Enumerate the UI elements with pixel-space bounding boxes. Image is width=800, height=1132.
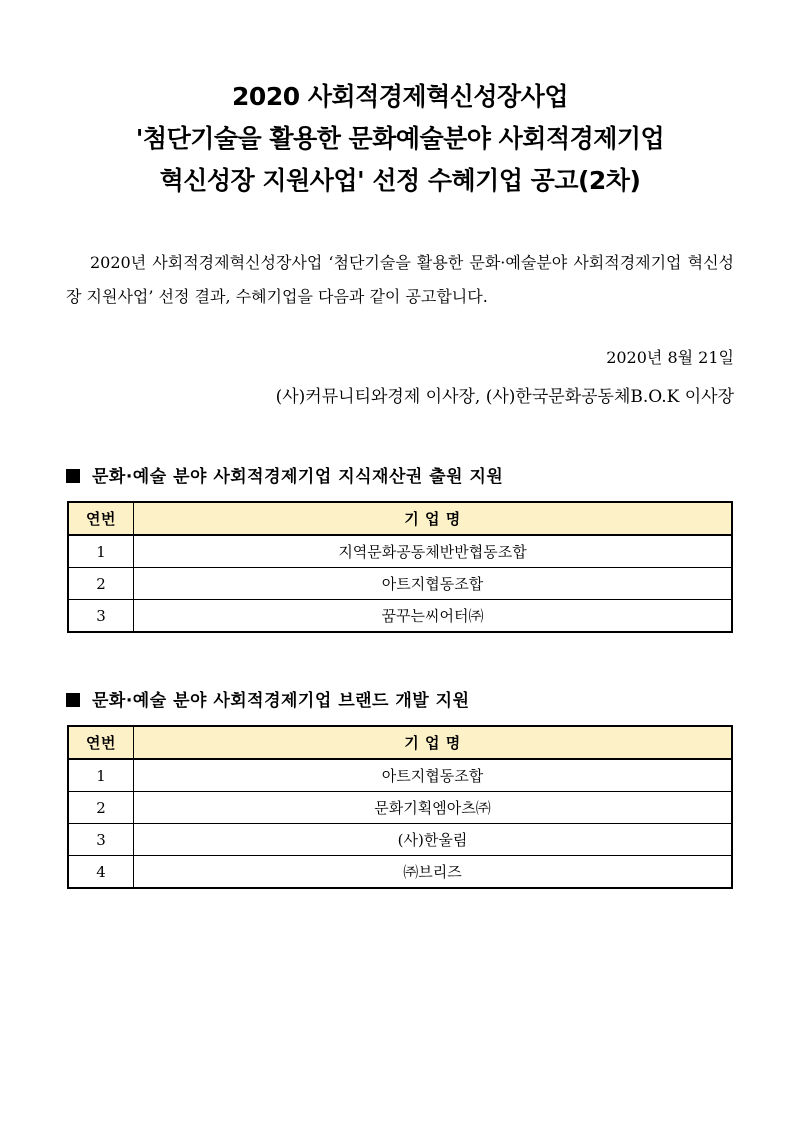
company-name: 아트지협동조합: [134, 759, 733, 792]
title-line-1: 2020 사회적경제혁신성장사업: [232, 82, 568, 111]
row-number: 1: [68, 759, 134, 792]
intro-paragraph: [66, 246, 734, 314]
row-number: 3: [68, 824, 134, 856]
ip-support-table: [67, 501, 733, 633]
row-number: 2: [68, 792, 134, 824]
table-row: [68, 759, 732, 792]
table-row: [68, 535, 732, 568]
company-name: 문화기획엠아츠㈜: [134, 792, 733, 824]
signer-line: (사)커뮤니티와경제 이사장, (사)한국문화공동체B.O.K 이사장: [275, 387, 734, 407]
company-name: 아트지협동조합: [134, 568, 733, 600]
section-heading-text: 문화·예술 분야 사회적경제기업 브랜드 개발 지원: [92, 691, 470, 711]
section-heading-brand: [66, 686, 470, 711]
announcement-date: 2020년 8월 21일: [606, 348, 734, 367]
square-bullet-icon: [66, 469, 80, 483]
row-number: 4: [68, 856, 134, 889]
title-line-2: '첨단기술을 활용한 문화예술분야 사회적경제기업: [135, 124, 665, 153]
table-row: [68, 824, 732, 856]
column-header-no: 연번: [68, 726, 134, 759]
column-header-no: 연번: [68, 502, 134, 535]
document-title: [40, 76, 760, 202]
company-name: (사)한울림: [134, 824, 733, 856]
title-line-3: 혁신성장 지원사업' 선정 수혜기업 공고(2차): [159, 166, 641, 195]
table-row: [68, 600, 732, 633]
table-header-row: [68, 726, 732, 759]
row-number: 2: [68, 568, 134, 600]
square-bullet-icon: [66, 693, 80, 707]
row-number: 1: [68, 535, 134, 568]
table-row: [68, 856, 732, 889]
column-header-company: 기 업 명: [134, 726, 733, 759]
row-number: 3: [68, 600, 134, 633]
section-heading-ip: [66, 462, 503, 487]
table-header-row: [68, 502, 732, 535]
company-name: 지역문화공동체반반협동조합: [134, 535, 733, 568]
section-heading-text: 문화·예술 분야 사회적경제기업 지식재산권 출원 지원: [92, 467, 504, 487]
intro-text: 2020년 사회적경제혁신성장사업 ‘첨단기술을 활용한 문화·예술분야 사회적경제기업 혁신성장 지원사업’ 선정 결과, 수혜기업을 다음과 같이 공고합니다.: [66, 253, 734, 306]
brand-support-table: [67, 725, 733, 889]
column-header-company: 기 업 명: [134, 502, 733, 535]
company-name: ㈜브리즈: [134, 856, 733, 889]
table-row: [68, 792, 732, 824]
table-row: [68, 568, 732, 600]
company-name: 꿈꾸는씨어터㈜: [134, 600, 733, 633]
